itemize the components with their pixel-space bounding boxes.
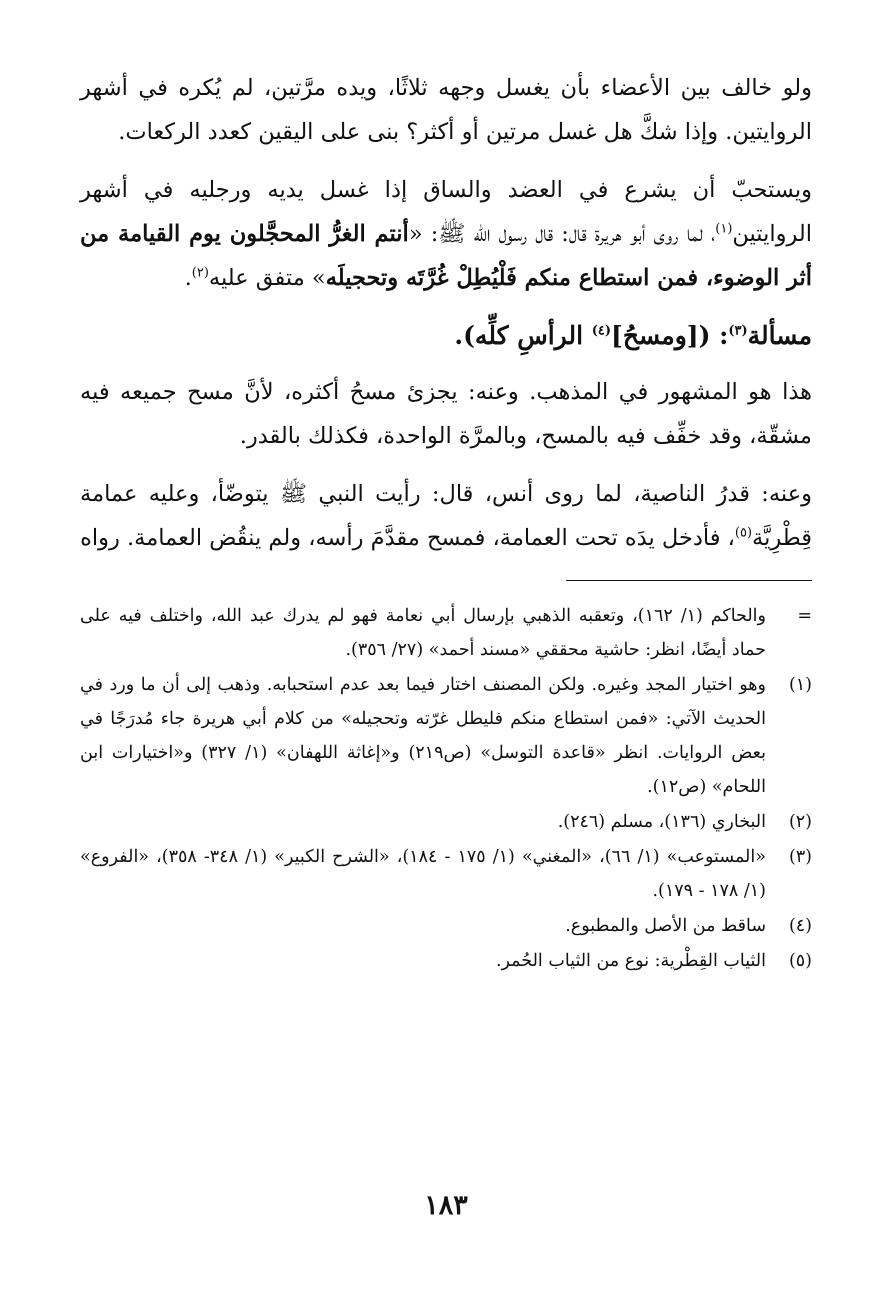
masala-heading <box>80 314 812 358</box>
main-text <box>80 66 812 560</box>
masala-label: مسألة <box>747 321 812 350</box>
footnote-ref-4[interactable]: (٤) <box>591 323 612 339</box>
book-page <box>80 66 812 1290</box>
footnote-marker: (٤) <box>788 916 812 936</box>
footnote-1 <box>80 668 812 804</box>
footnote-2 <box>80 805 812 839</box>
paragraph-3-text: هذا هو المشهور في المذهب. وعنه: يجزئ مسحُ أكثره، لأنَّ مسح جميعه فيه مشقّة، وقد خفِّف فيه بالمسح، وبالمرَّة الواحدة، فكذلك بالقدر. <box>80 379 812 449</box>
footnote-marker: (٥) <box>788 951 812 971</box>
footnote-marker: = <box>797 606 812 626</box>
hadith-quote: أنتم الغرُّ المحجَّلون يوم القيامة من أثر الوضوء، فمن استطاع منكم فَلْيُطِلْ غُرَّتَه وتحجيلَه <box>80 221 812 291</box>
footnote-divider <box>566 580 812 581</box>
footnote-4 <box>80 909 812 943</box>
paragraph-4-text-b: ، فأدخل يدَه تحت العمامة، فمسح مقدَّمَ رأسه، ولم ينقُض العمامة. رواه <box>80 525 735 551</box>
paragraph-4-text-a: وعنه: قدرُ الناصية، لما روى أنس، قال: رأيت النبي ﷺ يتوضّأ، وعليه عمامة قِطْرِيَّة <box>80 481 812 551</box>
footnote-text: «المستوعب» (١/ ٦٦)، «المغني» (١/ ١٧٥ - ١٨٤)، «الشرح الكبير» (١/ ٣٤٨- ٣٥٨)، «الفروع» (١/ ١٧٨ - ١٧٩). <box>80 847 766 901</box>
footnote-marker: (٢) <box>788 812 812 832</box>
footnote-text: وهو اختيار المجد وغيره. ولكن المصنف اختار فيما بعد عدم استحبابه. وذهب إلى أن ما ورد في الحديث الآتي: «فمن استطاع منكم فليطل غرّته وتحجيله» من كلام أبي هريرة جاء مُدرَجًا في بعض الروايات. انظر «قاعدة التوسل» (ص٢١٩) و«إغاثة اللهفان» (١/ ٣٢٧) و«اختيارات ابن اللحام» (ص١٢). <box>80 675 766 797</box>
paragraph-2 <box>80 168 812 300</box>
footnote-text: ساقط من الأصل والمطبوع. <box>565 916 766 936</box>
footnote-ref-1[interactable]: (١) <box>715 221 733 237</box>
footnote-ref-3[interactable]: (٣) <box>728 323 748 339</box>
page-number: ١٨٣ <box>424 1190 468 1221</box>
footnote-marker: (٣) <box>788 847 812 867</box>
footnotes-section <box>80 599 812 978</box>
paragraph-2-text-d: . <box>184 265 192 291</box>
footnote-5 <box>80 944 812 978</box>
footnote-marker: (١) <box>788 675 812 695</box>
paragraph-2-text-a: ويستحبّ أن يشرع في العضد والساق إذا غسل يديه ورجليه في أشهر الروايتين <box>80 177 812 247</box>
paragraph-1-text: ولو خالف بين الأعضاء بأن يغسل وجهه ثلاثًا، ويده مرَّتين، لم يُكره في أشهر الروايتين. وإذا شكَّ هل غسل مرتين أو أكثر؟ بنى على اليقين كعدد الركعات. <box>80 75 812 145</box>
footnote-text: الثياب القِطْرية: نوع من الثياب الحُمر. <box>495 951 766 971</box>
footnote-continuation <box>80 599 812 667</box>
paragraph-2-text-b: ، لما روى أبو هريرة قال: قال رسول الله ﷺ: « <box>408 221 716 247</box>
footnote-ref-2[interactable]: (٢) <box>191 265 209 281</box>
masala-text-end: الرأسِ كلِّه). <box>454 321 592 350</box>
footnote-text: البخاري (١٣٦)، مسلم (٢٤٦). <box>557 812 766 832</box>
footnote-text: والحاكم (١/ ١٦٢)، وتعقبه الذهبي بإرسال أبي نعامة فهو لم يدرك عبد الله، واختلف فيه على حماد أيضًا، انظر: حاشية محققي «مسند أحمد» (٢٧/ ٣٥٦). <box>80 606 766 660</box>
paragraph-2-text-c: » متفق عليه <box>208 265 326 291</box>
paragraph-1 <box>80 66 812 154</box>
paragraph-4 <box>80 472 812 560</box>
footnote-ref-5[interactable]: (٥) <box>734 525 753 541</box>
footnote-3 <box>80 840 812 908</box>
paragraph-3 <box>80 370 812 458</box>
masala-text-mid: : ([ومسحُ] <box>611 321 729 350</box>
